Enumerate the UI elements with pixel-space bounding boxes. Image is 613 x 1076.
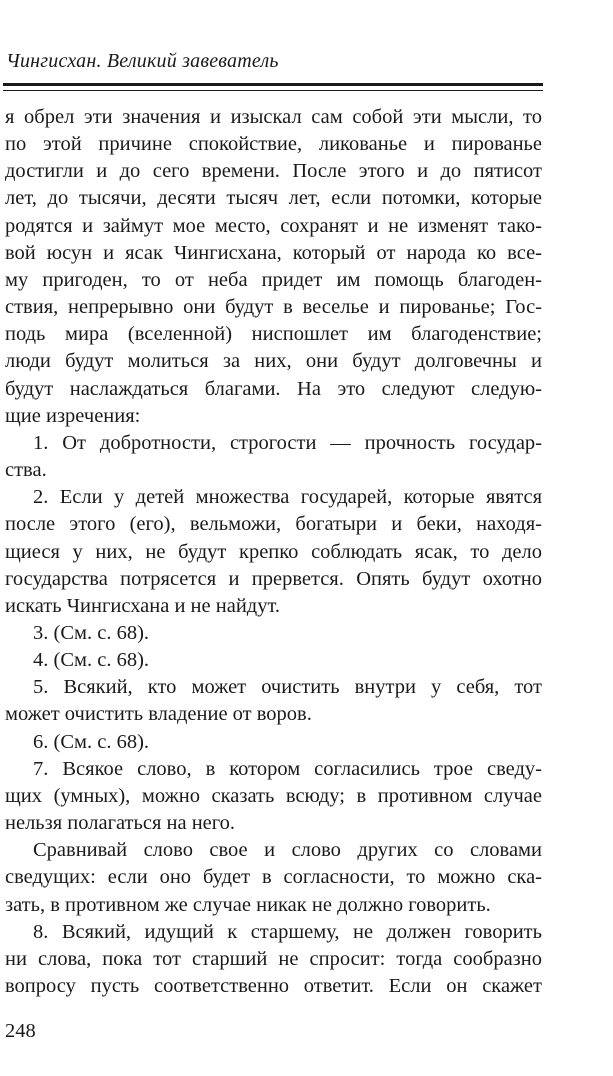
text-line: Сравнивай слово свое и слово других со словами xyxy=(33,839,542,862)
text-line: вой юсун и ясак Чингисхана, который от народа ко все- xyxy=(5,241,542,264)
text-line: может очистить владение от воров. xyxy=(5,703,312,726)
text-line: ства. xyxy=(5,459,47,482)
text-line: ствия, непрерывно они будут в веселье и пированье; Гос- xyxy=(5,296,542,319)
text-line: родятся и займут мое место, сохранят и не изменят тако- xyxy=(5,214,542,237)
text-line: 2. Если у детей множества государей, которые явятся xyxy=(33,486,542,509)
header-rule-thin xyxy=(3,90,543,91)
running-title: Чингисхан. Великий завеватель xyxy=(6,50,279,72)
body-text xyxy=(5,104,542,1000)
text-line: 6. (См. с. 68). xyxy=(33,730,150,753)
text-line: нельзя полагаться на него. xyxy=(5,812,236,835)
text-line: лет, до тысячи, десяти тысяч лет, если потомки, которые xyxy=(5,187,542,210)
page-number: 248 xyxy=(5,1020,36,1042)
text-line: щиеся у них, не будут крепко соблюдать ясак, то дело xyxy=(5,540,542,563)
text-line: ни слова, пока тот старший не спросит: тогда сообразно xyxy=(5,947,542,970)
text-line: подь мира (вселенной) ниспошлет им благоденствие; xyxy=(5,323,542,346)
text-line: люди будут молиться за них, они будут долговечны и xyxy=(5,350,542,373)
text-line: 4. (См. с. 68). xyxy=(33,649,150,672)
text-line: я обрел эти значения и изыскал сам собой эти мысли, то xyxy=(5,106,542,128)
text-line: будут наслаждаться благами. На это следуют следую- xyxy=(5,377,542,400)
header-rule-thick xyxy=(3,83,543,86)
text-line: 1. От добротности, строгости — прочность государ- xyxy=(33,431,542,454)
text-line: государства потрясется и прервется. Опять будут охотно xyxy=(5,567,542,590)
text-line: 3. (См. с. 68). xyxy=(33,621,150,644)
text-line: вопросу пусть соответственно ответит. Если он скажет xyxy=(5,975,542,997)
text-line: достигли и до сего времени. После этого и до пятисот xyxy=(5,160,542,183)
text-line: му пригоден, то от неба придет им помощь благоден- xyxy=(5,268,542,291)
text-line: по этой причине спокойствие, ликованье и пированье xyxy=(5,133,542,156)
text-line: зать, в противном же случае никак не должно говорить. xyxy=(5,893,491,916)
text-line: 5. Всякий, кто может очистить внутри у себя, тот xyxy=(33,676,542,699)
text-line: щих (умных), можно сказать всюду; в противном случае xyxy=(5,784,542,807)
text-line: искать Чингисхана и не найдут. xyxy=(5,594,281,617)
text-line: сведущих: если оно будет в согласности, то можно ска- xyxy=(5,866,542,889)
text-line: 7. Всякое слово, в котором согласились трое сведу- xyxy=(33,757,542,780)
text-line: щие изречения: xyxy=(5,404,141,427)
text-line: 8. Всякий, идущий к старшему, не должен говорить xyxy=(33,920,542,943)
text-line: после этого (его), вельможи, богатыри и беки, находя- xyxy=(5,513,542,536)
